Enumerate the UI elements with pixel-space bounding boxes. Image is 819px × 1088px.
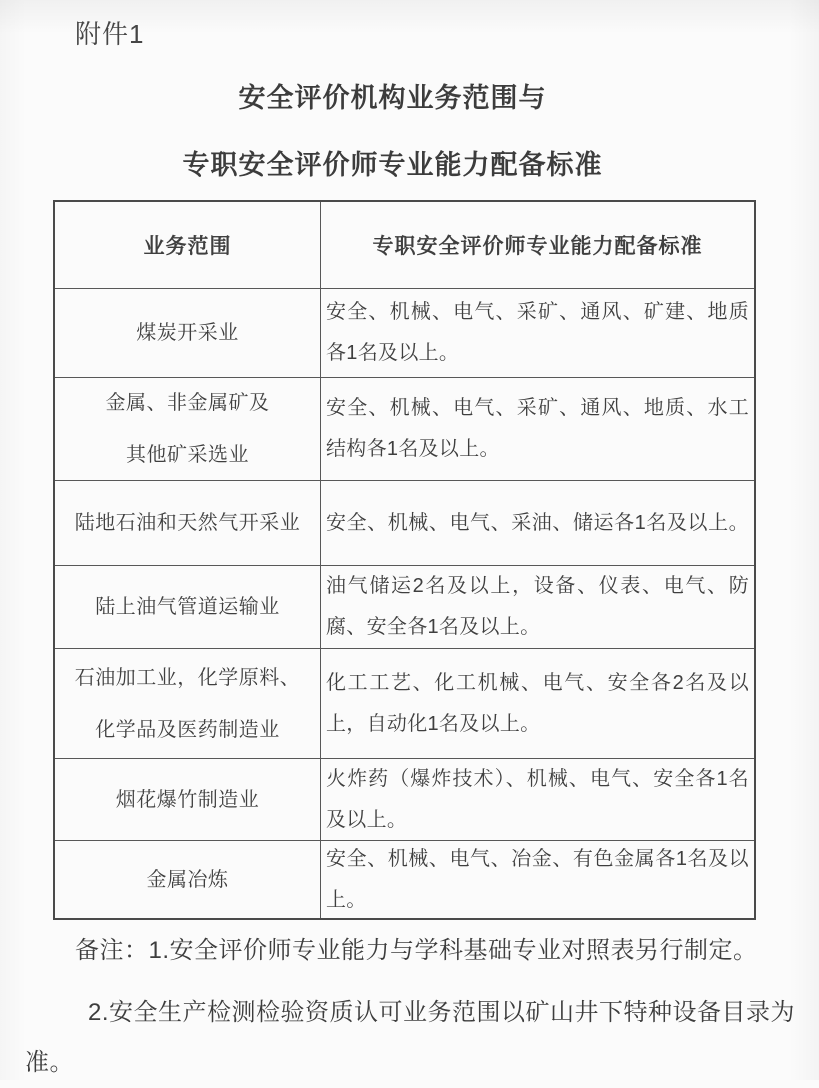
standard-text-line: 火炸药（爆炸技术）、机械、电气、安全各1名 bbox=[326, 767, 749, 790]
business-scope-cell bbox=[55, 481, 321, 565]
business-scope-cell bbox=[55, 378, 321, 480]
table-row bbox=[55, 758, 754, 840]
capability-standard-cell bbox=[321, 649, 754, 758]
note-1: 备注：1.安全评价师专业能力与学科基础专业对照表另行制定。 bbox=[75, 937, 758, 964]
note-text-line: 准。 bbox=[25, 1049, 74, 1076]
capability-standard-cell bbox=[321, 481, 754, 565]
business-scope-cell bbox=[55, 566, 321, 648]
business-scope-cell bbox=[55, 289, 321, 377]
table-header-row bbox=[55, 202, 754, 288]
capability-standard-cell bbox=[321, 289, 754, 377]
capability-standard-cell bbox=[321, 378, 754, 480]
note-text-line: 2.安全生产检测检验资质认可业务范围以矿山井下特种设备目录为 bbox=[88, 999, 796, 1026]
standard-text-line: 安全、机械、电气、冶金、有色金属各1名及以 bbox=[326, 847, 749, 870]
table-row bbox=[55, 288, 754, 377]
standard-text-line: 及以上。 bbox=[326, 808, 408, 831]
table-row bbox=[55, 648, 754, 758]
doc-title-line2: 专职安全评价师专业能力配备标准 bbox=[182, 150, 603, 180]
scope-text-line: 其他矿采选业 bbox=[126, 444, 249, 466]
scope-text-line: 陆地石油和天然气开采业 bbox=[74, 512, 301, 534]
standard-text-line: 各1名及以上。 bbox=[326, 342, 460, 364]
table-row bbox=[55, 840, 754, 918]
business-scope-cell bbox=[55, 759, 321, 840]
standard-text-line: 结构各1名及以上。 bbox=[326, 438, 500, 460]
scope-text-line: 金属、非金属矿及 bbox=[105, 392, 270, 414]
note-2 bbox=[25, 988, 817, 1088]
capability-standard-cell bbox=[321, 566, 754, 648]
table-row bbox=[55, 377, 754, 480]
scope-text-line: 金属冶炼 bbox=[146, 868, 229, 891]
scope-text-line: 化学品及医药制造业 bbox=[95, 718, 280, 741]
standards-table bbox=[53, 200, 756, 920]
table-row bbox=[55, 480, 754, 565]
scope-text-line: 陆上油气管道运输业 bbox=[95, 596, 280, 618]
business-scope-cell bbox=[55, 841, 321, 918]
table-row bbox=[55, 565, 754, 648]
business-scope-cell bbox=[55, 649, 321, 758]
standard-text-line: 安全、机械、电气、采矿、通风、地质、水工 bbox=[326, 397, 749, 419]
standard-text-line: 化工工艺、化工机械、电气、安全各2名及以 bbox=[326, 671, 749, 694]
standard-text-line: 油气储运2名及以上，设备、仪表、电气、防 bbox=[326, 575, 749, 597]
scope-text-line: 烟花爆竹制造业 bbox=[115, 788, 260, 811]
capability-standard-cell bbox=[321, 759, 754, 840]
doc-title-line1: 安全评价机构业务范围与 bbox=[238, 83, 547, 113]
standard-text-line: 腐、安全各1名及以上。 bbox=[326, 616, 541, 638]
attachment-label: 附件1 bbox=[75, 19, 145, 49]
standard-text-line: 上。 bbox=[326, 888, 367, 911]
standard-text-line: 安全、机械、电气、采矿、通风、矿建、地质 bbox=[326, 301, 749, 323]
col-header-business-scope: 业务范围 bbox=[55, 202, 321, 288]
scope-text-line: 煤炭开采业 bbox=[136, 322, 239, 344]
scope-text-line: 石油加工业，化学原料、 bbox=[74, 666, 301, 689]
standard-text-line: 上，自动化1名及以上。 bbox=[326, 712, 541, 735]
col-header-capability-standard: 专职安全评价师专业能力配备标准 bbox=[372, 235, 703, 258]
capability-standard-cell bbox=[321, 841, 754, 918]
standard-text-line: 安全、机械、电气、采油、储运各1名及以上。 bbox=[326, 511, 749, 534]
